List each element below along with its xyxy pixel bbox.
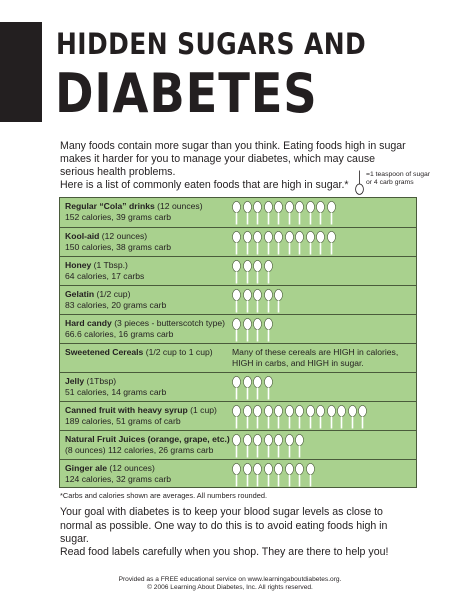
- food-serving: (1Tbsp): [84, 376, 117, 386]
- teaspoon-icon: [243, 260, 252, 284]
- teaspoon-icon: [316, 201, 325, 225]
- food-description: [65, 405, 217, 427]
- credit-line-2: © 2006 Learning About Diabetes, Inc. All rights reserved.: [147, 584, 313, 591]
- teaspoon-icon: [232, 318, 241, 342]
- table-row: [60, 459, 416, 488]
- teaspoon-icon: [337, 405, 346, 429]
- teaspoon-count: [232, 260, 273, 284]
- food-nutrition: 124 calories, 32 grams carb: [65, 474, 172, 484]
- food-name: Regular “Cola” drinks: [65, 201, 155, 211]
- teaspoon-icon: [274, 405, 283, 429]
- teaspoon-icon: [253, 318, 262, 342]
- food-name: Gelatin: [65, 289, 95, 299]
- teaspoon-icon: [264, 376, 273, 400]
- teaspoon-icon: [264, 289, 273, 313]
- teaspoon-count: [232, 376, 273, 400]
- teaspoon-count: [232, 405, 367, 429]
- food-description: [65, 231, 171, 253]
- teaspoon-icon: [243, 405, 252, 429]
- teaspoon-icon: [253, 231, 262, 255]
- teaspoon-count: [232, 318, 273, 342]
- teaspoon-icon: [306, 201, 315, 225]
- food-name: Canned fruit with heavy syrup: [65, 405, 188, 415]
- food-serving: (3 pieces - butterscotch type): [111, 318, 226, 328]
- food-description: [65, 260, 144, 282]
- food-description: [65, 201, 203, 223]
- teaspoon-icon: [243, 201, 252, 225]
- food-nutrition: (8 ounces) 112 calories, 26 grams carb: [65, 445, 214, 455]
- credit-line-1: Provided as a FREE educational service on www.learningaboutdiabetes.org.: [118, 576, 342, 583]
- teaspoon-icon: [232, 289, 241, 313]
- table-row: [60, 372, 416, 401]
- teaspoon-icon: [295, 201, 304, 225]
- teaspoon-count: [232, 434, 304, 458]
- teaspoon-icon: [243, 231, 252, 255]
- table-row: [60, 401, 416, 430]
- teaspoon-icon: [327, 405, 336, 429]
- teaspoon-icon: [264, 260, 273, 284]
- teaspoon-icon: [264, 434, 273, 458]
- teaspoon-legend: [355, 170, 455, 196]
- teaspoon-icon: [274, 201, 283, 225]
- teaspoon-icon: [274, 434, 283, 458]
- teaspoon-icon: [243, 318, 252, 342]
- food-serving: (1 Tbsp.): [91, 260, 128, 270]
- teaspoon-icon: [253, 289, 262, 313]
- teaspoon-icon: [358, 405, 367, 429]
- teaspoon-icon: [355, 170, 364, 195]
- food-nutrition: 150 calories, 38 grams carb: [65, 242, 172, 252]
- food-name: Ginger ale: [65, 463, 108, 473]
- teaspoon-icon: [264, 463, 273, 487]
- teaspoon-icon: [264, 405, 273, 429]
- teaspoon-icon: [232, 434, 241, 458]
- goal-paragraph: Your goal with diabetes is to keep your blood sugar levels as close to normal as possible. One way to do this is to avoid eating foods high in sugar.: [60, 506, 388, 545]
- table-row: [60, 285, 416, 314]
- teaspoon-icon: [285, 405, 294, 429]
- food-nutrition: 66.6 calories, 16 grams carb: [65, 329, 174, 339]
- teaspoon-icon: [253, 405, 262, 429]
- food-serving: (12 ounces): [107, 463, 155, 473]
- food-serving: (1 cup): [187, 405, 217, 415]
- table-row: [60, 227, 416, 256]
- food-name: Kool-aid: [65, 231, 100, 241]
- page-title-line2: DIABETES: [55, 62, 318, 125]
- teaspoon-icon: [316, 231, 325, 255]
- page-title-line1: HIDDEN SUGARS AND: [56, 27, 367, 61]
- teaspoon-icon: [295, 463, 304, 487]
- table-row: [60, 198, 416, 227]
- food-nutrition: 83 calories, 20 grams carb: [65, 300, 167, 310]
- teaspoon-icon: [253, 201, 262, 225]
- teaspoon-icon: [243, 434, 252, 458]
- food-description: [65, 289, 166, 311]
- food-serving: (12 ounces): [154, 201, 203, 211]
- teaspoon-icon: [232, 376, 241, 400]
- teaspoon-icon: [295, 405, 304, 429]
- teaspoon-icon: [232, 260, 241, 284]
- teaspoon-icon: [295, 434, 304, 458]
- food-description: [65, 318, 225, 340]
- teaspoon-icon: [316, 405, 325, 429]
- teaspoon-icon: [285, 463, 294, 487]
- food-nutrition: 152 calories, 39 grams carb: [65, 212, 172, 222]
- teaspoon-icon: [243, 376, 252, 400]
- teaspoon-icon: [264, 201, 273, 225]
- food-nutrition: 64 calories, 17 carbs: [65, 271, 145, 281]
- teaspoon-icon: [253, 376, 262, 400]
- food-name: Natural Fruit Juices (orange, grape, etc.): [65, 434, 230, 444]
- intro-paragraph: Many foods contain more sugar than you think. Eating foods high in sugar makes it harder for you to manage your diabetes, which may cause serious health problems.: [60, 140, 406, 178]
- legend-text: =1 teaspoon of sugar or 4 carb grams: [366, 171, 431, 186]
- food-nutrition: 189 calories, 51 grams of carb: [65, 416, 181, 426]
- cereal-note: Many of these cereals are HIGH in calories, HIGH in carbs, and HIGH in sugar.: [232, 347, 399, 368]
- food-serving: (1/2 cup to 1 cup): [143, 347, 213, 357]
- teaspoon-count: [232, 231, 336, 255]
- food-serving: (12 ounces): [99, 231, 148, 241]
- teaspoon-icon: [306, 463, 315, 487]
- teaspoon-icon: [348, 405, 357, 429]
- read-labels-text: Read food labels carefully when you shop. They are there to help you!: [60, 546, 389, 558]
- food-nutrition: 51 calories, 14 grams carb: [65, 387, 167, 397]
- food-name: Honey: [65, 260, 92, 270]
- footnote: *Carbs and calories shown are averages. All numbers rounded.: [60, 491, 268, 500]
- teaspoon-icon: [232, 405, 241, 429]
- table-row: [60, 314, 416, 343]
- teaspoon-icon: [295, 231, 304, 255]
- teaspoon-icon: [264, 318, 273, 342]
- teaspoon-icon: [327, 231, 336, 255]
- teaspoon-icon: [253, 463, 262, 487]
- table-row: [60, 430, 416, 459]
- food-description: [65, 376, 166, 398]
- list-intro: Here is a list of commonly eaten foods that are high in sugar.*: [60, 179, 349, 191]
- food-name: Sweetened Cereals: [65, 347, 144, 357]
- food-description: [65, 463, 171, 485]
- teaspoon-icon: [232, 231, 241, 255]
- teaspoon-icon: [285, 201, 294, 225]
- teaspoon-count: [232, 201, 336, 225]
- teaspoon-icon: [253, 260, 262, 284]
- teaspoon-icon: [253, 434, 262, 458]
- header-black-bar: [0, 22, 42, 122]
- table-row: [60, 256, 416, 285]
- teaspoon-icon: [243, 463, 252, 487]
- food-name: Hard candy: [65, 318, 112, 328]
- teaspoon-icon: [285, 231, 294, 255]
- food-description: [65, 434, 230, 456]
- sugar-table: [59, 197, 417, 488]
- teaspoon-icon: [306, 231, 315, 255]
- food-serving: (1/2 cup): [94, 289, 131, 299]
- teaspoon-icon: [243, 289, 252, 313]
- teaspoon-icon: [274, 231, 283, 255]
- teaspoon-icon: [232, 463, 241, 487]
- teaspoon-icon: [327, 201, 336, 225]
- teaspoon-icon: [306, 405, 315, 429]
- teaspoon-icon: [274, 463, 283, 487]
- teaspoon-count: [232, 289, 283, 313]
- teaspoon-icon: [232, 201, 241, 225]
- food-name: Jelly: [65, 376, 85, 386]
- table-row: [60, 343, 416, 372]
- teaspoon-icon: [285, 434, 294, 458]
- teaspoon-icon: [274, 289, 283, 313]
- food-description: [65, 347, 213, 358]
- teaspoon-count: [232, 463, 315, 487]
- teaspoon-icon: [264, 231, 273, 255]
